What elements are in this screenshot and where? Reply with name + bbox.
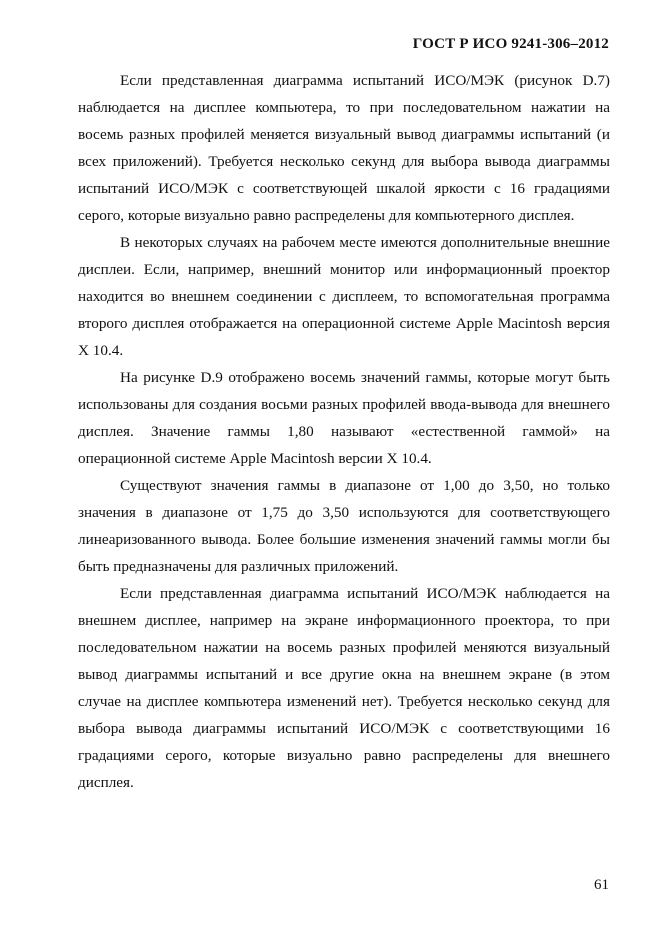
page-number: 61 [594,877,609,893]
document-header: ГОСТ Р ИСО 9241-306–2012 [412,36,609,52]
paragraph: Если представленная диаграмма испытаний ИСО/МЭК (рисунок D.7) наблюдается на дисплее компьютера, то при последовательном нажатии на восемь разных профилей меняется визуальный вывод диаграммы испытаний (и всех приложений). Требуется несколько секунд для выбора вывода диаграммы испытаний ИСО/МЭК с соответствующей шкалой яркости с 16 градациями серого, которые визуально равно распределены для компьютерного дисплея. [78,72,610,224]
paragraph: Существуют значения гаммы в диапазоне от 1,00 до 3,50, но только значения в диапазоне от 1,75 до 3,50 используются для соответствующего линеаризованного вывода. Более большие изменения значений гаммы могли бы быть предназначены для различных приложений. [78,477,610,575]
paragraph: В некоторых случаях на рабочем месте имеются дополнительные внешние дисплеи. Если, например, внешний монитор или информационный проектор находится во внешнем соединении с дисплеем, то вспомогательная программа второго дисплея отображается на операционной системе Apple Macintosh версия X 10.4. [78,234,610,359]
document-body [78,67,610,796]
paragraph: На рисунке D.9 отображено восемь значений гаммы, которые могут быть использованы для создания восьми разных профилей ввода-вывода для внешнего дисплея. Значение гаммы 1,80 называют «естественной гаммой» на операционной системе Apple Macintosh версии X 10.4. [78,369,610,467]
paragraph: Если представленная диаграмма испытаний ИСО/МЭК наблюдается на внешнем дисплее, например на экране информационного проектора, то при последовательном нажатии на восемь разных профилей меняются визуальный вывод диаграммы испытаний и все другие окна на внешнем экране (в этом случае на дисплее компьютера изменений нет). Требуется несколько секунд для выбора вывода диаграммы испытаний ИСО/МЭК с соответствующими 16 градациями серого, которые визуально равно распределены для внешнего дисплея. [78,585,610,791]
